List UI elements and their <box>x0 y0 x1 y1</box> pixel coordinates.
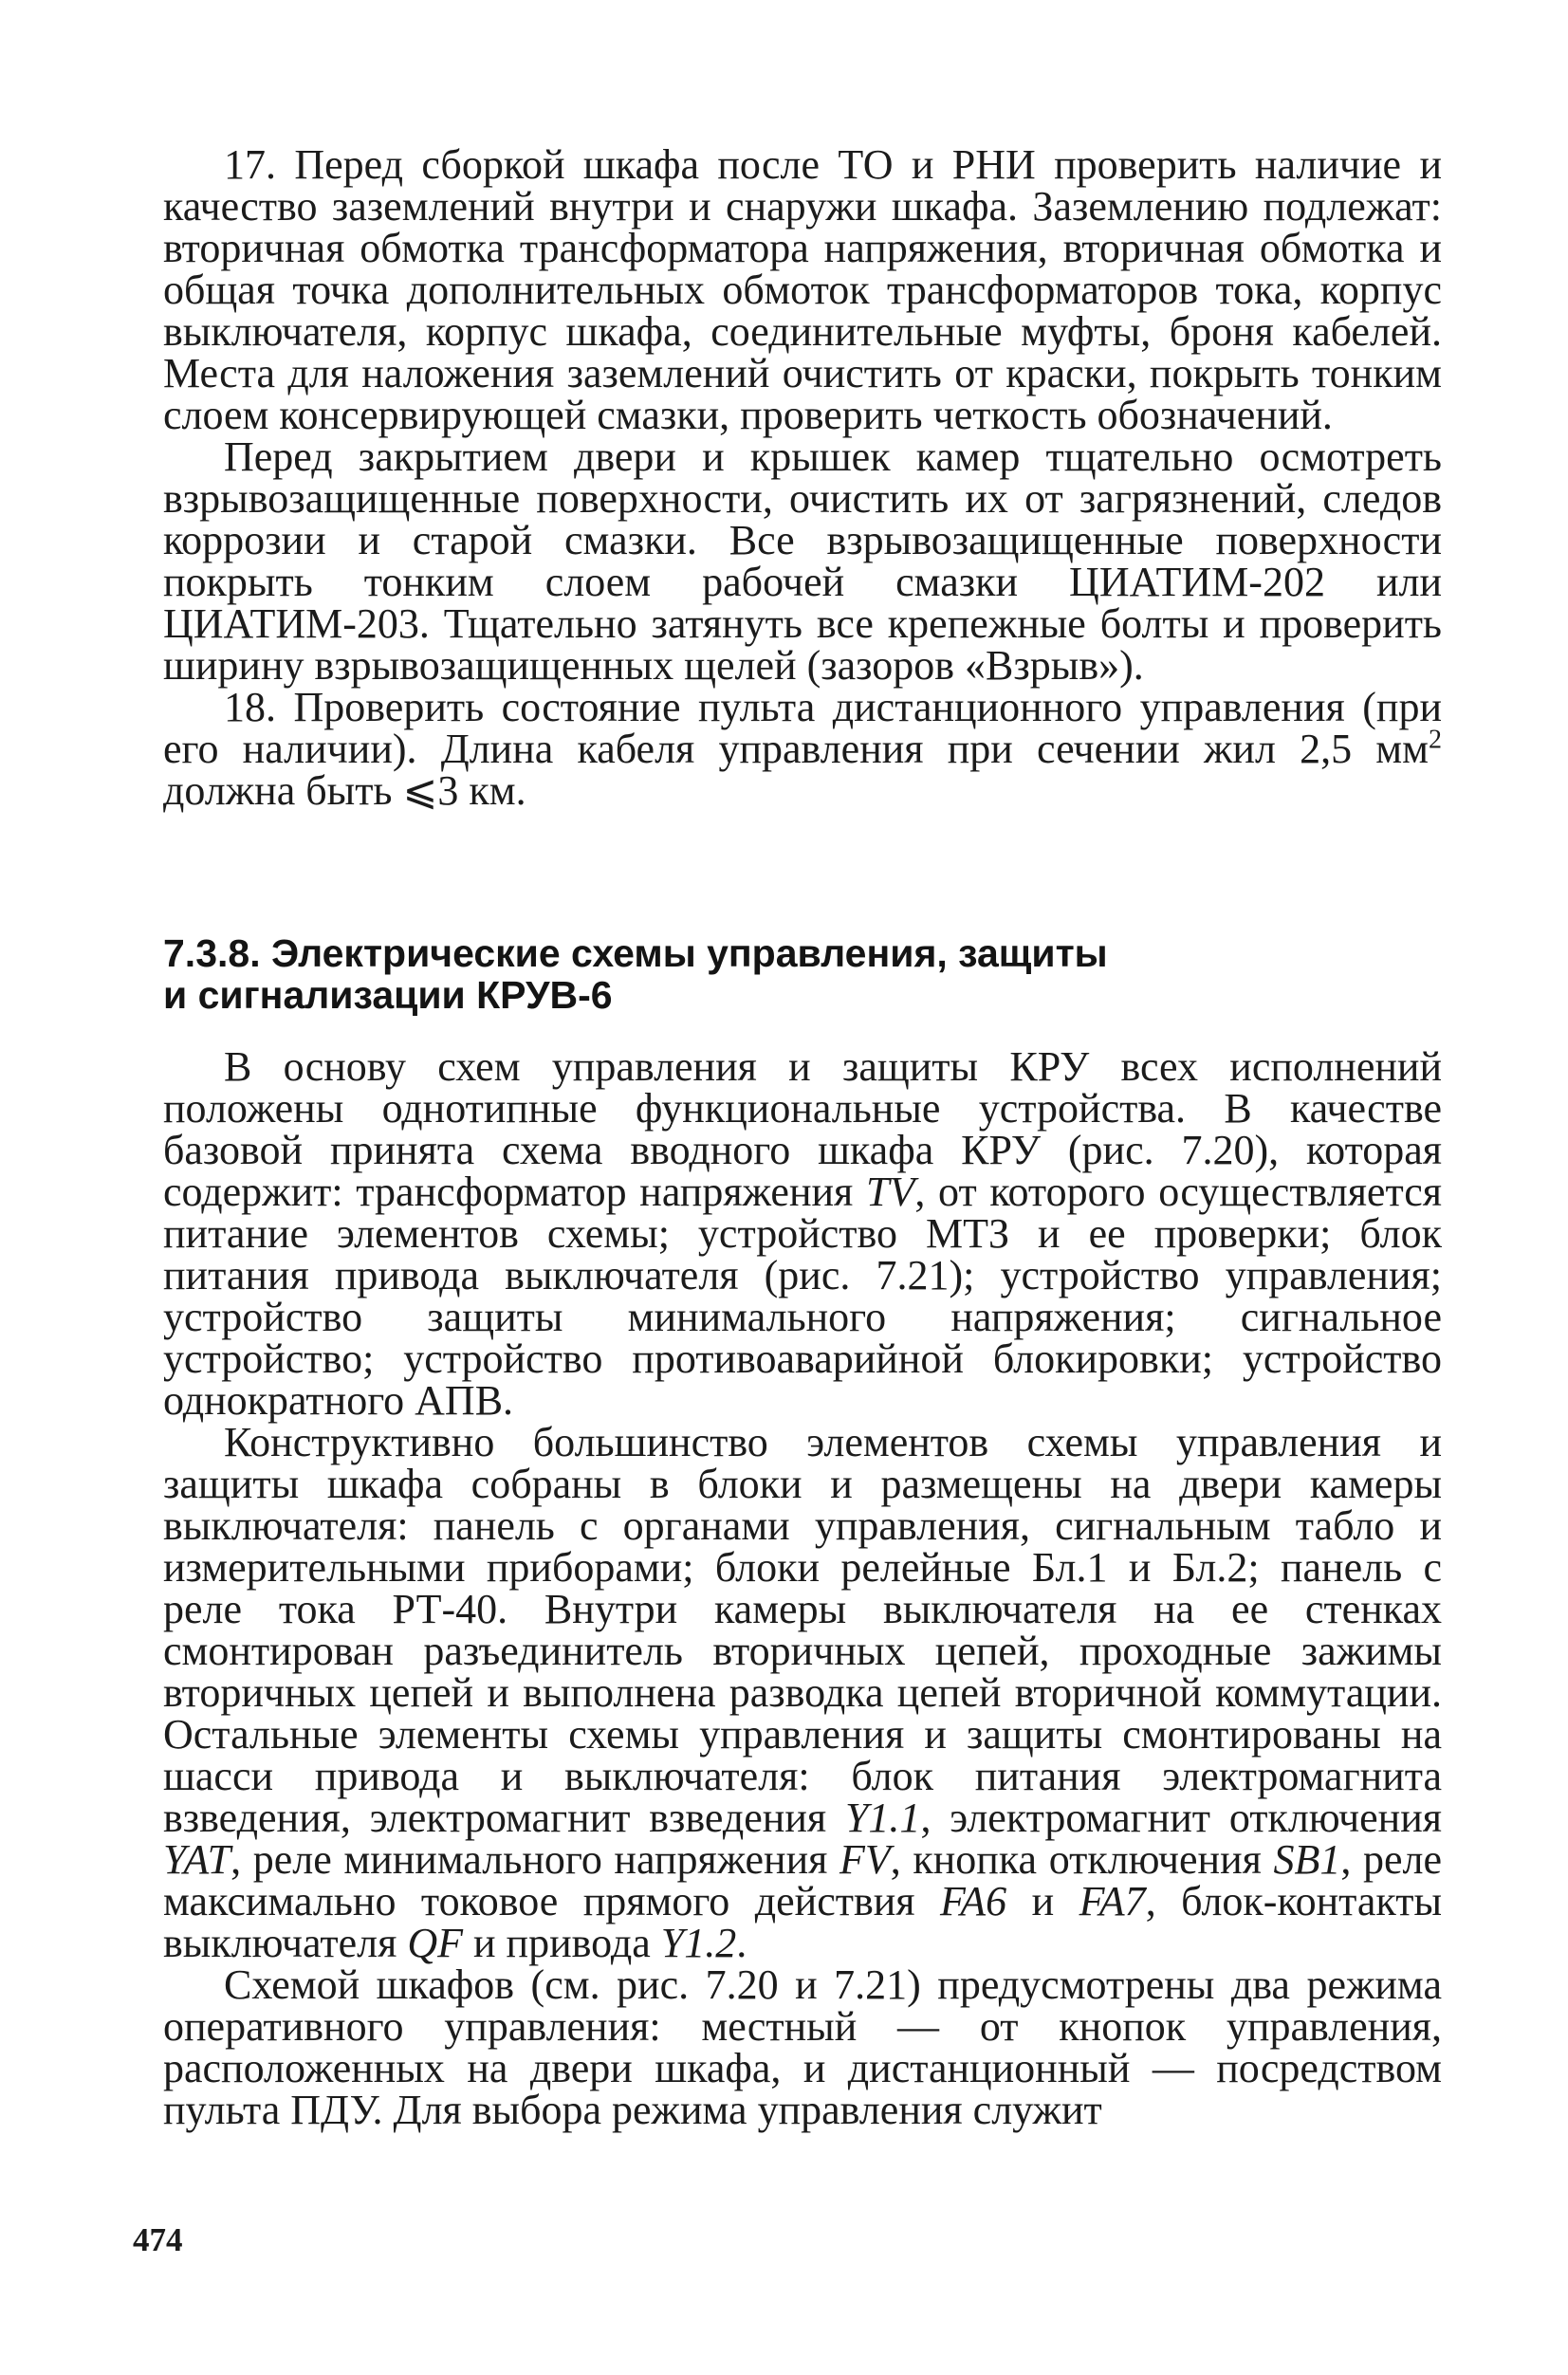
text-span: , кнопка отключения <box>890 1836 1274 1883</box>
superscript-2: 2 <box>1429 725 1442 755</box>
text-span: , блок-контакты выключателя <box>163 1878 1443 1966</box>
symbol-y11: Y1.1 <box>844 1795 921 1841</box>
paragraph-18-text: 18. Проверить состояние пульта дистанционного управления (при его наличии). Длина кабеля управления при сечении жил 2,5 мм <box>163 684 1442 772</box>
symbol-y12: Y1.2 <box>660 1920 737 1966</box>
heading-line-1: 7.3.8. Электрические схемы управления, защиты <box>163 931 1108 975</box>
symbol-fv: FV <box>839 1836 891 1883</box>
symbol-qf: QF <box>407 1920 463 1966</box>
symbol-sb1: SB1 <box>1273 1836 1341 1883</box>
text-block-top <box>163 141 1442 814</box>
paragraph-17: 17. Перед сборкой шкафа после ТО и РНИ проверить наличие и качество заземлений внутри и снаружи шкафа. Заземлению подлежат: вторичная обмотка трансформатора напряжения, вторичная обмотка и общая точка дополнительных обмоток трансформаторов тока, корпус выключателя, корпус шкафа, соединительные муфты, броня кабелей. Места для наложения заземлений очистить от краски, покрыть тонким слоем консервирующей смазки, проверить четкость обозначений. <box>163 141 1442 438</box>
paragraph-17-continued: Перед закрытием двери и крышек камер тщательно осмотреть взрывозащищенные поверхности, очистить их от загрязнений, следов коррозии и старой смазки. Все взрывозащищенные поверхности покрыть тонким слоем рабочей смазки ЦИАТИМ-202 или ЦИАТИМ-203. Тщательно затянуть все крепежные болты и проверить ширину взрывозащищенных щелей (зазоров «Взрыв»). <box>163 433 1442 689</box>
paragraph-18 <box>163 684 1442 814</box>
text-span: и привода <box>463 1920 661 1966</box>
paragraph-basis <box>163 1043 1442 1424</box>
paragraph-modes: Схемой шкафов (см. рис. 7.20 и 7.21) предусмотрены два режима оперативного управления: местный — от кнопок управления, расположенных на двери шкафа, и дистанционный — посредством пульта ПДУ. Для выбора режима управления служит <box>163 1961 1442 2133</box>
text-block-main <box>163 1043 1443 2133</box>
section-heading <box>163 932 1207 1016</box>
text-span: и <box>1006 1878 1079 1924</box>
text-span: , от которого осуществляется питание элементов схемы; устройство МТЗ и ее проверки; блок питания привода выключателя (рис. 7.21); устройство управления; устройство защиты минимального напряжения; сигнальное устройство; устройство противоаварийной блокировки; устройство однократного АПВ. <box>163 1169 1442 1424</box>
symbol-fa6: FA6 <box>940 1878 1007 1924</box>
text-span: Конструктивно большинство элементов схемы управления и защиты шкафа собраны в блоки и размещены на двери камеры выключателя: панель с органами управления, сигнальным табло и измерительными приборами; блоки релейные Бл.1 и Бл.2; панель с реле тока РТ-40. Внутри камеры выключателя на ее стенках смонтирован разъединитель вторичных цепей, проходные зажимы вторичных цепей и выполнена разводка цепей вторичной коммутации. Остальные элементы схемы управления и защиты смонтированы на шасси привода и выключателя: блок питания электромагнита взведения, электромагнит взведения <box>163 1419 1442 1841</box>
paragraph-18-end: должна быть ⩽3 км. <box>163 767 526 814</box>
text-span: . <box>736 1920 747 1966</box>
text-span: , реле максимально токовое прямого действия <box>163 1836 1442 1924</box>
paragraph-construction <box>163 1419 1443 1966</box>
symbol-yat: YAT <box>163 1836 231 1883</box>
heading-line-2: и сигнализации КРУВ-6 <box>163 973 613 1017</box>
text-span: , электромагнит отключения <box>920 1795 1442 1841</box>
text-span: , реле минимального напряжения <box>231 1836 839 1883</box>
page-number: 474 <box>133 2221 183 2258</box>
symbol-fa7: FA7 <box>1079 1878 1146 1924</box>
text-span: В основу схем управления и защиты КРУ всех исполнений положены однотипные функциональные устройства. В качестве базовой принята схема вводного шкафа КРУ (рис. 7.20), которая содержит: трансформатор напряжения <box>163 1043 1442 1215</box>
symbol-tv: TV <box>865 1169 915 1215</box>
